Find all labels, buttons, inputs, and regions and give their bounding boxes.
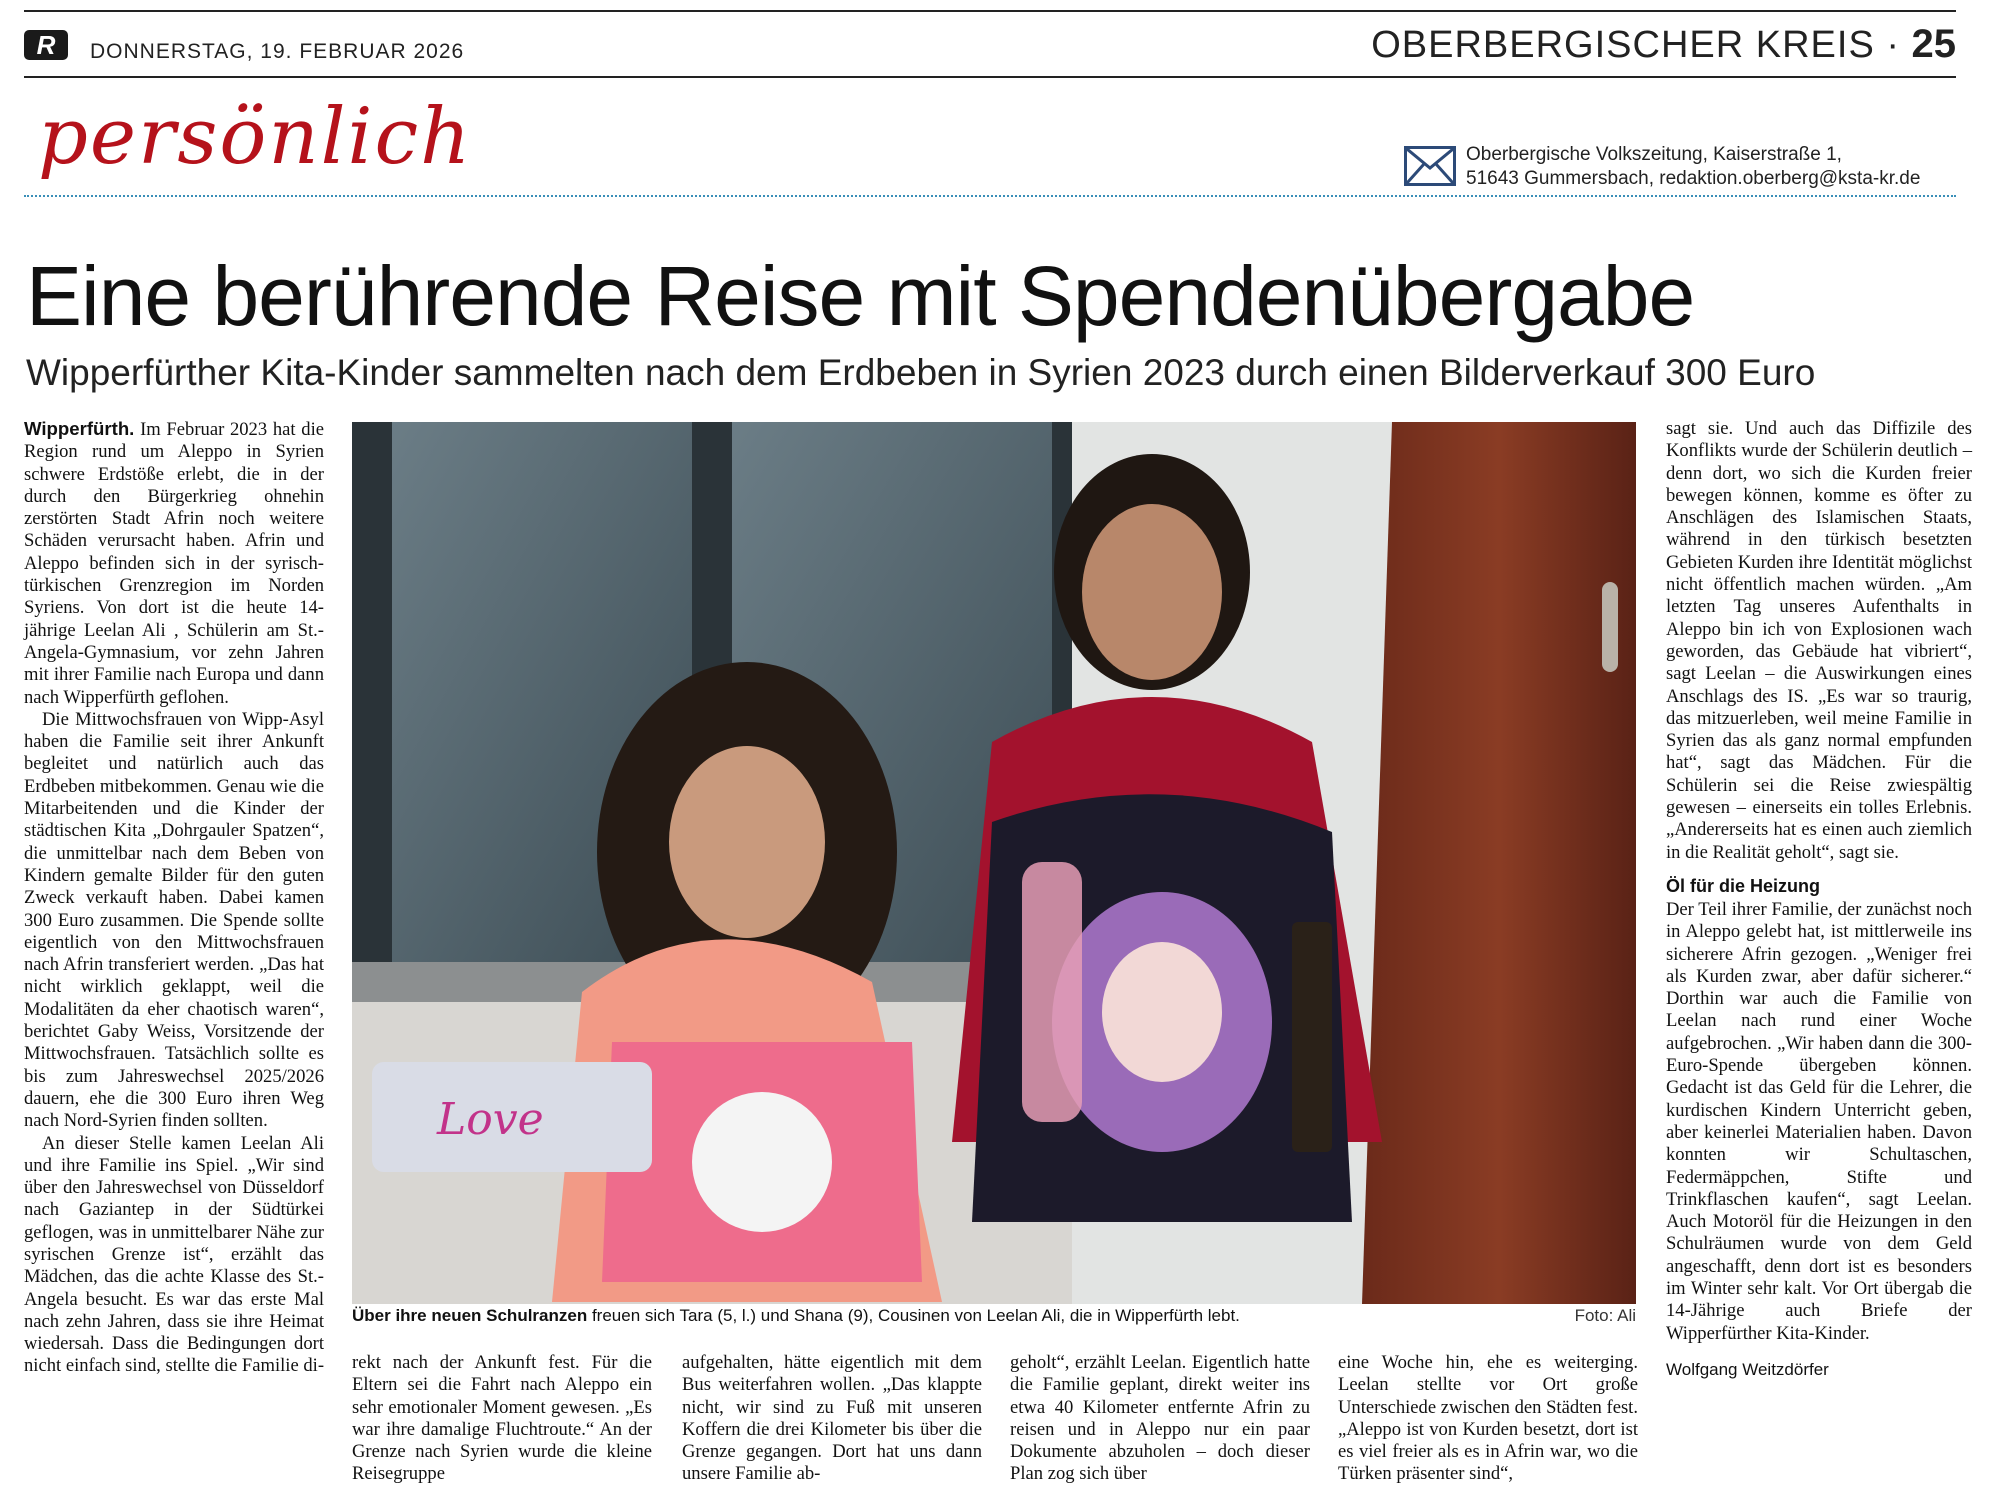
paragraph-text: Im Februar 2023 hat die Region rund um Aleppo in Syrien schwere Erdstöße erlebt, die in der durch den Bürgerkrieg ohnehin zerstörten Stadt Afrin noch weitere Schäden verursacht haben. Afrin und Aleppo befinden sich in der syrisch-türkischen Grenzregion im Norden Syriens. Von dort ist die heute 14-jährige Leelan Ali , Schülerin am St.-Angela-Gymnasium, vor zehn Jahren mit ihrer Familie nach Europa und dann nach Wipperfürth geflohen. <box>24 419 324 708</box>
top-rule <box>24 10 1956 12</box>
envelope-icon <box>1404 146 1456 186</box>
section-subheading: Öl für die Heizung <box>1666 875 1821 896</box>
contact-line-1: Oberbergische Volkszeitung, Kaiserstraße 1, <box>1466 144 1842 165</box>
dotted-divider <box>24 195 1956 197</box>
caption-text: freuen sich Tara (5, l.) und Shana (9), Cousinen von Leelan Ali, die in Wipperfürth lebt. <box>587 1306 1240 1325</box>
paragraph <box>24 418 324 709</box>
contact-line-2: 51643 Gummersbach, redaktion.oberberg@ksta-kr.de <box>1466 168 1921 189</box>
article-column-5 <box>1338 1352 1638 1486</box>
article-column-6 <box>1666 418 1972 1381</box>
article-column-4 <box>1010 1352 1310 1486</box>
pencil-case-text: Love <box>437 1094 544 1145</box>
article-column-1 <box>24 418 324 1378</box>
article-column-2 <box>352 1352 652 1486</box>
photo-credit: Foto: Ali <box>1574 1306 1636 1325</box>
contact-address <box>1466 143 1920 191</box>
page-number: 25 <box>1911 22 1956 66</box>
paragraph: eine Woche hin, ehe es weiterging. Leelan stellte vor Ort große Unterschiede zwischen den Städten fest. „Aleppo ist von Kurden besetzt, dort ist es viel freier als es in Afrin war, wo die Türken präsenter sind“, <box>1338 1352 1638 1485</box>
dateline: Wipperfürth. <box>24 418 135 439</box>
rubric-title: persönlich <box>38 92 473 182</box>
section-title: OBERBERGISCHER KREIS · <box>1371 24 1900 66</box>
paragraph: Der Teil ihrer Familie, der zunächst noch in Aleppo gelebt hat, ist mittlerweile ins sicherere Afrin gezogen. „Weniger frei als Kurden zwar, aber dafür sicherer.“ Dorthin war auch die Familie von Leelan nach rund einer Woche aufgebrochen. „Wir haben dann die 300-Euro-Spende übergeben können. Gedacht ist das Geld für die Lehrer, die kurdischen Kindern Unterricht geben, aber keinerlei Materialien haben. Davon konnten wir Schultaschen, Federmäppchen, Stifte und Trinkflaschen kaufen“, sagt Leelan. Auch Motoröl für die Heizungen in den Schulräumen wurde von dem Geld angeschafft, denn dort ist es besonders im Winter sehr kalt. Vor Ort übergab die 14-Jährige auch Briefe der Wipperfürther Kita-Kinder. <box>1666 898 1972 1344</box>
paragraph: Die Mittwochsfrauen von Wipp-Asyl haben die Familie seit ihrer Ankunft begleitet und natürlich auch das Erdbeben mitbekommen. Genau wie die Mitarbeitenden und die Kinder der städtischen Kita „Dohrgauler Spatzen“, die unmittelbar nach dem Beben von Kindern gemalte Bilder für den guten Zweck verkauft haben. Dabei kamen 300 Euro zusammen. Die Spende sollte eigentlich von den Mittwochsfrauen nach Afrin transferiert werden. „Das hat nicht wirklich geklappt, weil die Modalitäten da eher chaotisch waren“, berichtet Gaby Weiss, Vorsitzende der Mittwochsfrauen. Tatsächlich sollte es bis zum Jahreswechsel 2025/2026 dauern, ehe die 300 Euro ihren Weg nach Nord-Syrien finden sollten. <box>24 708 324 1132</box>
paragraph: An dieser Stelle kamen Leelan Ali und ihre Familie ins Spiel. „Wir sind über den Jahreswechsel von Düsseldorf nach Gaziantep in der Südtürkei geflogen, was in unmittelbarer Nähe zur syrischen Grenze ist“, erzählt das Mädchen, das die achte Klasse des St.-Angela besucht. Es war das erste Mal nach zehn Jahren, dass sie ihre Heimat wiedersah. Dass die Bedingungen dort nicht einfach sind, stellte die Familie di- <box>24 1132 325 1377</box>
paragraph: sagt sie. Und auch das Diffizile des Konflikts wurde der Schülerin deutlich – denn dort, wo sich die Kurden freier bewegen können, komme es öfter zu Anschlägen des Islamischen Staats, während in den türkisch besetzten Gebieten Kurden ihre Identität möglichst nicht öffentlich machen würden. „Am letzten Tag unseres Aufenthalts in Aleppo bin ich von Explosionen wach geworden, das Gebäude hat vibriert“, sagt Leelan – die Auswirkungen eines Anschlags des IS. „Es war so traurig, das mitzuerleben, weil meine Familie in Syrien das als ganz normal empfunden hat“, sagt das Mädchen. Für die Schülerin sei die Reise zwiespältig gewesen – einerseits ein tolles Erlebnis. „Andererseits hat es einen auch ziemlich in die Realität geholt“, sagt sie. <box>1666 418 1972 863</box>
photo-illustration <box>352 422 1636 1304</box>
issue-date: DONNERSTAG, 19. FEBRUAR 2026 <box>90 40 465 63</box>
author-byline: Wolfgang Weitzdörfer <box>1666 1359 1829 1379</box>
paragraph: geholt“, erzählt Leelan. Eigentlich hatte die Familie geplant, direkt weiter ins etwa 40 Kilometer entfernte Afrin zu reisen und in Aleppo nur ein paar Dokumente abzuholen – doch dieser Plan zog sich über <box>1010 1352 1310 1485</box>
article-headline: Eine berührende Reise mit Spendenübergabe <box>26 249 1695 343</box>
paragraph: aufgehalten, hätte eigentlich mit dem Bus weiterfahren wollen. „Das klappte nicht, wir sind zu Fuß mit unseren Koffern die drei Kilometer bis über die Grenze gegangen. Dort hat uns dann unsere Familie ab- <box>682 1352 982 1485</box>
newspaper-logo: R <box>24 30 68 60</box>
caption-lead: Über ihre neuen Schulranzen <box>352 1306 588 1325</box>
article-column-3 <box>682 1352 982 1486</box>
masthead-rule <box>24 76 1956 78</box>
paragraph: rekt nach der Ankunft fest. Für die Eltern sei die Fahrt nach Aleppo ein sehr emotionaler Moment gewesen. „Es war ihre damalige Fluchtroute.“ An der Grenze nach Syrien wurde die kleine Reisegruppe <box>352 1352 652 1485</box>
article-photo <box>352 422 1636 1304</box>
article-subheadline: Wipperfürther Kita-Kinder sammelten nach dem Erdbeben in Syrien 2023 durch einen Bilderverkauf 300 Euro <box>26 352 1816 393</box>
photo-caption <box>352 1306 1636 1326</box>
